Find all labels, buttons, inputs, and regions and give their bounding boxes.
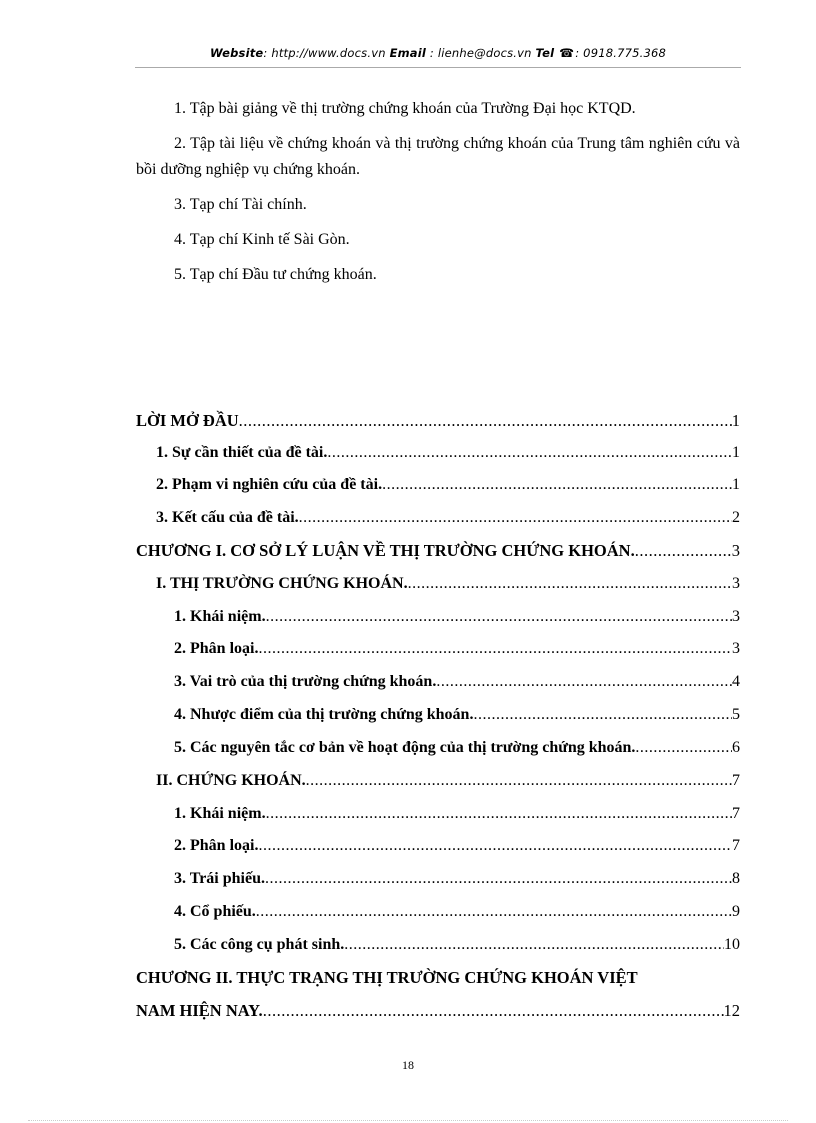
toc-leader (382, 470, 732, 500)
email-label: Email (389, 46, 427, 60)
toc-entry[interactable] (136, 799, 740, 829)
toc-leader (263, 996, 724, 1026)
reference-list (136, 96, 740, 297)
toc-entry[interactable] (136, 930, 740, 960)
toc-entry[interactable] (136, 406, 740, 436)
toc-entry[interactable] (136, 996, 740, 1026)
toc-leader (408, 569, 732, 599)
toc-entry[interactable] (136, 503, 740, 533)
toc-title: 2. Phạm vi nghiên cứu của đề tài. (156, 476, 383, 493)
toc-entry[interactable] (136, 667, 740, 697)
toc-entry[interactable] (136, 831, 740, 861)
header-divider (135, 67, 741, 68)
phone-icon: ☎ (559, 46, 575, 60)
toc-title: 5. Các công cụ phát sinh. (174, 936, 345, 953)
toc-leader (256, 897, 732, 927)
website-label: Website (209, 46, 264, 60)
toc-title: 2. Phân loại. (174, 837, 259, 854)
toc-entry[interactable] (136, 536, 740, 566)
toc-title: 2. Phân loại. (174, 640, 259, 657)
toc-leader (436, 667, 732, 697)
toc-page: 12 (723, 1001, 740, 1020)
toc-page: 1 (731, 411, 740, 430)
toc-entry[interactable] (136, 766, 740, 796)
toc-leader (266, 602, 732, 632)
toc-title: 4. Cổ phiếu. (174, 903, 256, 920)
toc-entry[interactable] (136, 700, 740, 730)
toc-title: 3. Trái phiếu. (174, 870, 265, 887)
toc-page: 7 (732, 805, 740, 822)
toc-leader (635, 536, 732, 566)
toc-title: II. CHỨNG KHOÁN. (156, 772, 306, 789)
page-header (135, 46, 741, 66)
toc-entry[interactable] (136, 864, 740, 894)
toc-title: 4. Nhược điểm của thị trường chứng khoán. (174, 706, 474, 723)
toc-leader (266, 799, 732, 829)
toc-entry[interactable] (136, 470, 740, 500)
toc-page: 1 (732, 476, 740, 493)
toc-entry[interactable] (136, 634, 740, 664)
toc-page: 6 (732, 739, 740, 756)
reference-item: 5. Tạp chí Đầu tư chứng khoán. (174, 266, 377, 283)
toc-page: 10 (724, 936, 740, 953)
toc-title: NAM HIỆN NAY. (136, 1001, 263, 1020)
toc-leader (635, 733, 732, 763)
toc-page: 3 (732, 608, 740, 625)
toc-page: 2 (732, 509, 740, 526)
reference-item: 3. Tạp chí Tài chính. (174, 196, 307, 213)
toc-title: 1. Sự cần thiết của đề tài. (156, 444, 328, 461)
website-url[interactable]: : http://www.docs.vn (263, 46, 390, 60)
toc-entry[interactable] (136, 897, 740, 927)
toc-leader (327, 438, 732, 468)
toc-leader (265, 864, 732, 894)
toc-title: 3. Kết cấu của đề tài. (156, 509, 299, 526)
toc-title: 5. Các nguyên tắc cơ bản về hoạt động của thị trường chứng khoán. (174, 739, 636, 756)
toc-title: CHƯƠNG I. CƠ SỞ LÝ LUẬN VỀ THỊ TRƯỜNG CHỨNG KHOÁN. (136, 541, 635, 560)
toc-page: 9 (732, 903, 740, 920)
toc-leader (239, 406, 732, 436)
toc-title: LỜI MỞ ĐẦU (136, 411, 239, 430)
toc-leader (258, 831, 732, 861)
toc-title: 3. Vai trò của thị trường chứng khoán. (174, 673, 437, 690)
page-number: 18 (402, 1058, 414, 1072)
toc-leader (258, 634, 732, 664)
toc-entry[interactable] (136, 733, 740, 763)
toc-leader (473, 700, 732, 730)
toc-entry[interactable] (136, 963, 740, 993)
toc-page: 5 (732, 706, 740, 723)
toc-entry[interactable] (136, 602, 740, 632)
toc-leader (306, 766, 732, 796)
reference-item: 1. Tập bài giảng về thị trường chứng khoán của Trường Đại học KTQD. (174, 100, 636, 117)
toc-page: 3 (732, 575, 740, 592)
toc-page: 3 (732, 640, 740, 657)
toc-entry[interactable] (136, 438, 740, 468)
toc-leader (299, 503, 732, 533)
toc-leader (344, 930, 724, 960)
toc-title: I. THỊ TRƯỜNG CHỨNG KHOÁN. (156, 575, 408, 592)
email-address[interactable]: : lienhe@docs.vn (426, 46, 536, 60)
tel-label: Tel (535, 46, 555, 60)
toc-page: 1 (732, 444, 740, 461)
toc-page: 7 (732, 772, 740, 789)
toc-title: 1. Khái niệm. (174, 608, 266, 625)
toc-title: CHƯƠNG II. THỰC TRẠNG THỊ TRƯỜNG CHỨNG KHOÁN VIỆT (136, 968, 638, 987)
reference-item: 2. Tập tài liệu về chứng khoán và thị trường chứng khoán của Trung tâm nghiên cứu và bồi dưỡng nghiệp vụ chứng khoán. (136, 135, 740, 178)
reference-item: 4. Tạp chí Kinh tế Sài Gòn. (174, 231, 350, 248)
footer-divider (28, 1120, 788, 1121)
toc-page: 7 (732, 837, 740, 854)
toc-title: 1. Khái niệm. (174, 805, 266, 822)
tel-number: : 0918.775.368 (575, 46, 667, 60)
toc-entry[interactable] (136, 569, 740, 599)
toc-page: 3 (731, 541, 740, 560)
toc-page: 4 (732, 673, 740, 690)
toc-page: 8 (732, 870, 740, 887)
